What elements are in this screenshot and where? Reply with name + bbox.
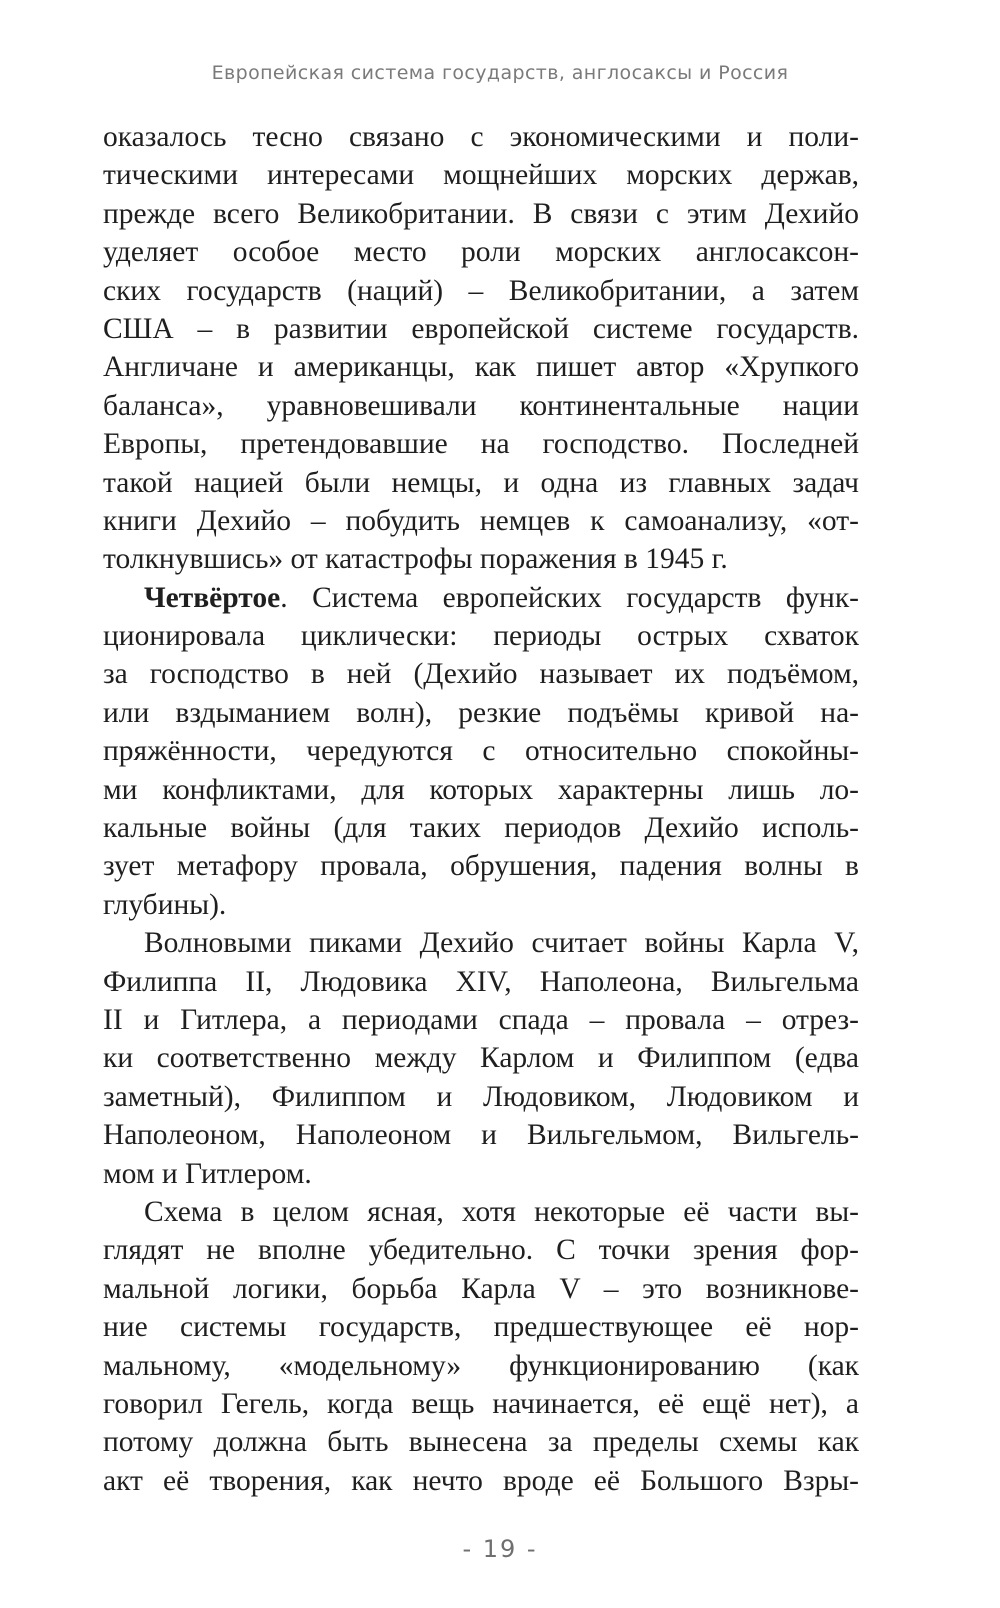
text-line: говорил Гегель, когда вещь начинается, её ещё нет), а [103,1387,859,1420]
text-line: США – в развитии европейской системе государств. [103,312,859,345]
text-line: кальные войны (для таких периодов Дехийо исполь- [103,812,859,845]
text-line: ки соответственно между Карлом и Филиппом (едва [103,1042,859,1075]
text-line: ских государств (наций) – Великобритании, а затем [103,274,859,307]
text-line: глядят не вполне убедительно. С точки зрения фор- [103,1234,859,1267]
text-line: Филиппа II, Людовика XIV, Наполеона, Вильгельма [103,965,859,998]
text-line: за господство в ней (Дехийо называет их подъёмом, [103,658,859,691]
paragraph-2 [103,579,859,925]
text-line: оказалось тесно связано с экономическими и поли- [103,121,859,153]
body-text [103,118,859,1500]
paragraph-3 [103,924,859,1193]
text-line: глубины). [103,888,227,921]
text-line: мальному, «модельному» функционированию (как [103,1349,859,1382]
text-line: Англичане и американцы, как пишет автор «Хрупкого [103,351,859,384]
paragraph-1 [103,118,859,579]
text-line: Волновыми пиками Дехийо считает войны Карла V, [144,927,859,960]
text-line: II и Гитлера, а периодами спада – провала – отрез- [103,1003,859,1036]
running-head: Европейская система государств, англосаксы и Россия [211,62,789,84]
text-line: заметный), Филиппом и Людовиком, Людовиком и [103,1080,859,1113]
text-line: или вздыманием волн), резкие подъёмы кривой на- [103,696,859,729]
text-line: Схема в целом ясная, хотя некоторые её части вы- [144,1195,859,1228]
text-line: потому должна быть вынесена за пределы схемы как [103,1426,859,1459]
text-line: мальной логики, борьба Карла V – это возникнове- [103,1272,859,1305]
text-line: ционировала циклически: периоды острых схваток [103,620,859,653]
text-line: такой нацией были немцы, и одна из главных задач [103,466,859,499]
text-line: ми конфликтами, для которых характерны лишь ло- [103,773,859,806]
text-line: зует метафору провала, обрушения, падения волны в [103,850,859,883]
text-line [103,579,859,617]
text-line: толкнувшись» от катастрофы поражения в 1945 г. [103,543,728,576]
text-line: Европы, претендовавшие на господство. Последней [103,428,859,461]
text-line: баланса», уравновешивали континентальные нации [103,389,859,422]
text-line: пряжённости, чередуются с относительно спокойны- [103,735,859,768]
text-line: книги Дехийо – побудить немцев к самоанализу, «от- [103,504,859,537]
text-line: ние системы государств, предшествующее её нор- [103,1311,859,1344]
text-line: прежде всего Великобритании. В связи с этим Дехийо [103,197,859,230]
text-line: мом и Гитлером. [103,1157,312,1190]
page-number: - 19 - [462,1535,538,1563]
first-line-rest: . Система европейских государств функ- [280,581,859,614]
text-line: Наполеоном, Наполеоном и Вильгельмом, Вильгель- [103,1119,859,1152]
paragraph-4 [103,1193,859,1500]
paragraph-lead-bold: Четвёртое [144,581,281,614]
text-line: тическими интересами мощнейших морских держав, [103,159,859,192]
text-line: акт её творения, как нечто вроде её Большого Взры- [103,1464,859,1497]
text-line: уделяет особое место роли морских англосаксон- [103,236,859,269]
